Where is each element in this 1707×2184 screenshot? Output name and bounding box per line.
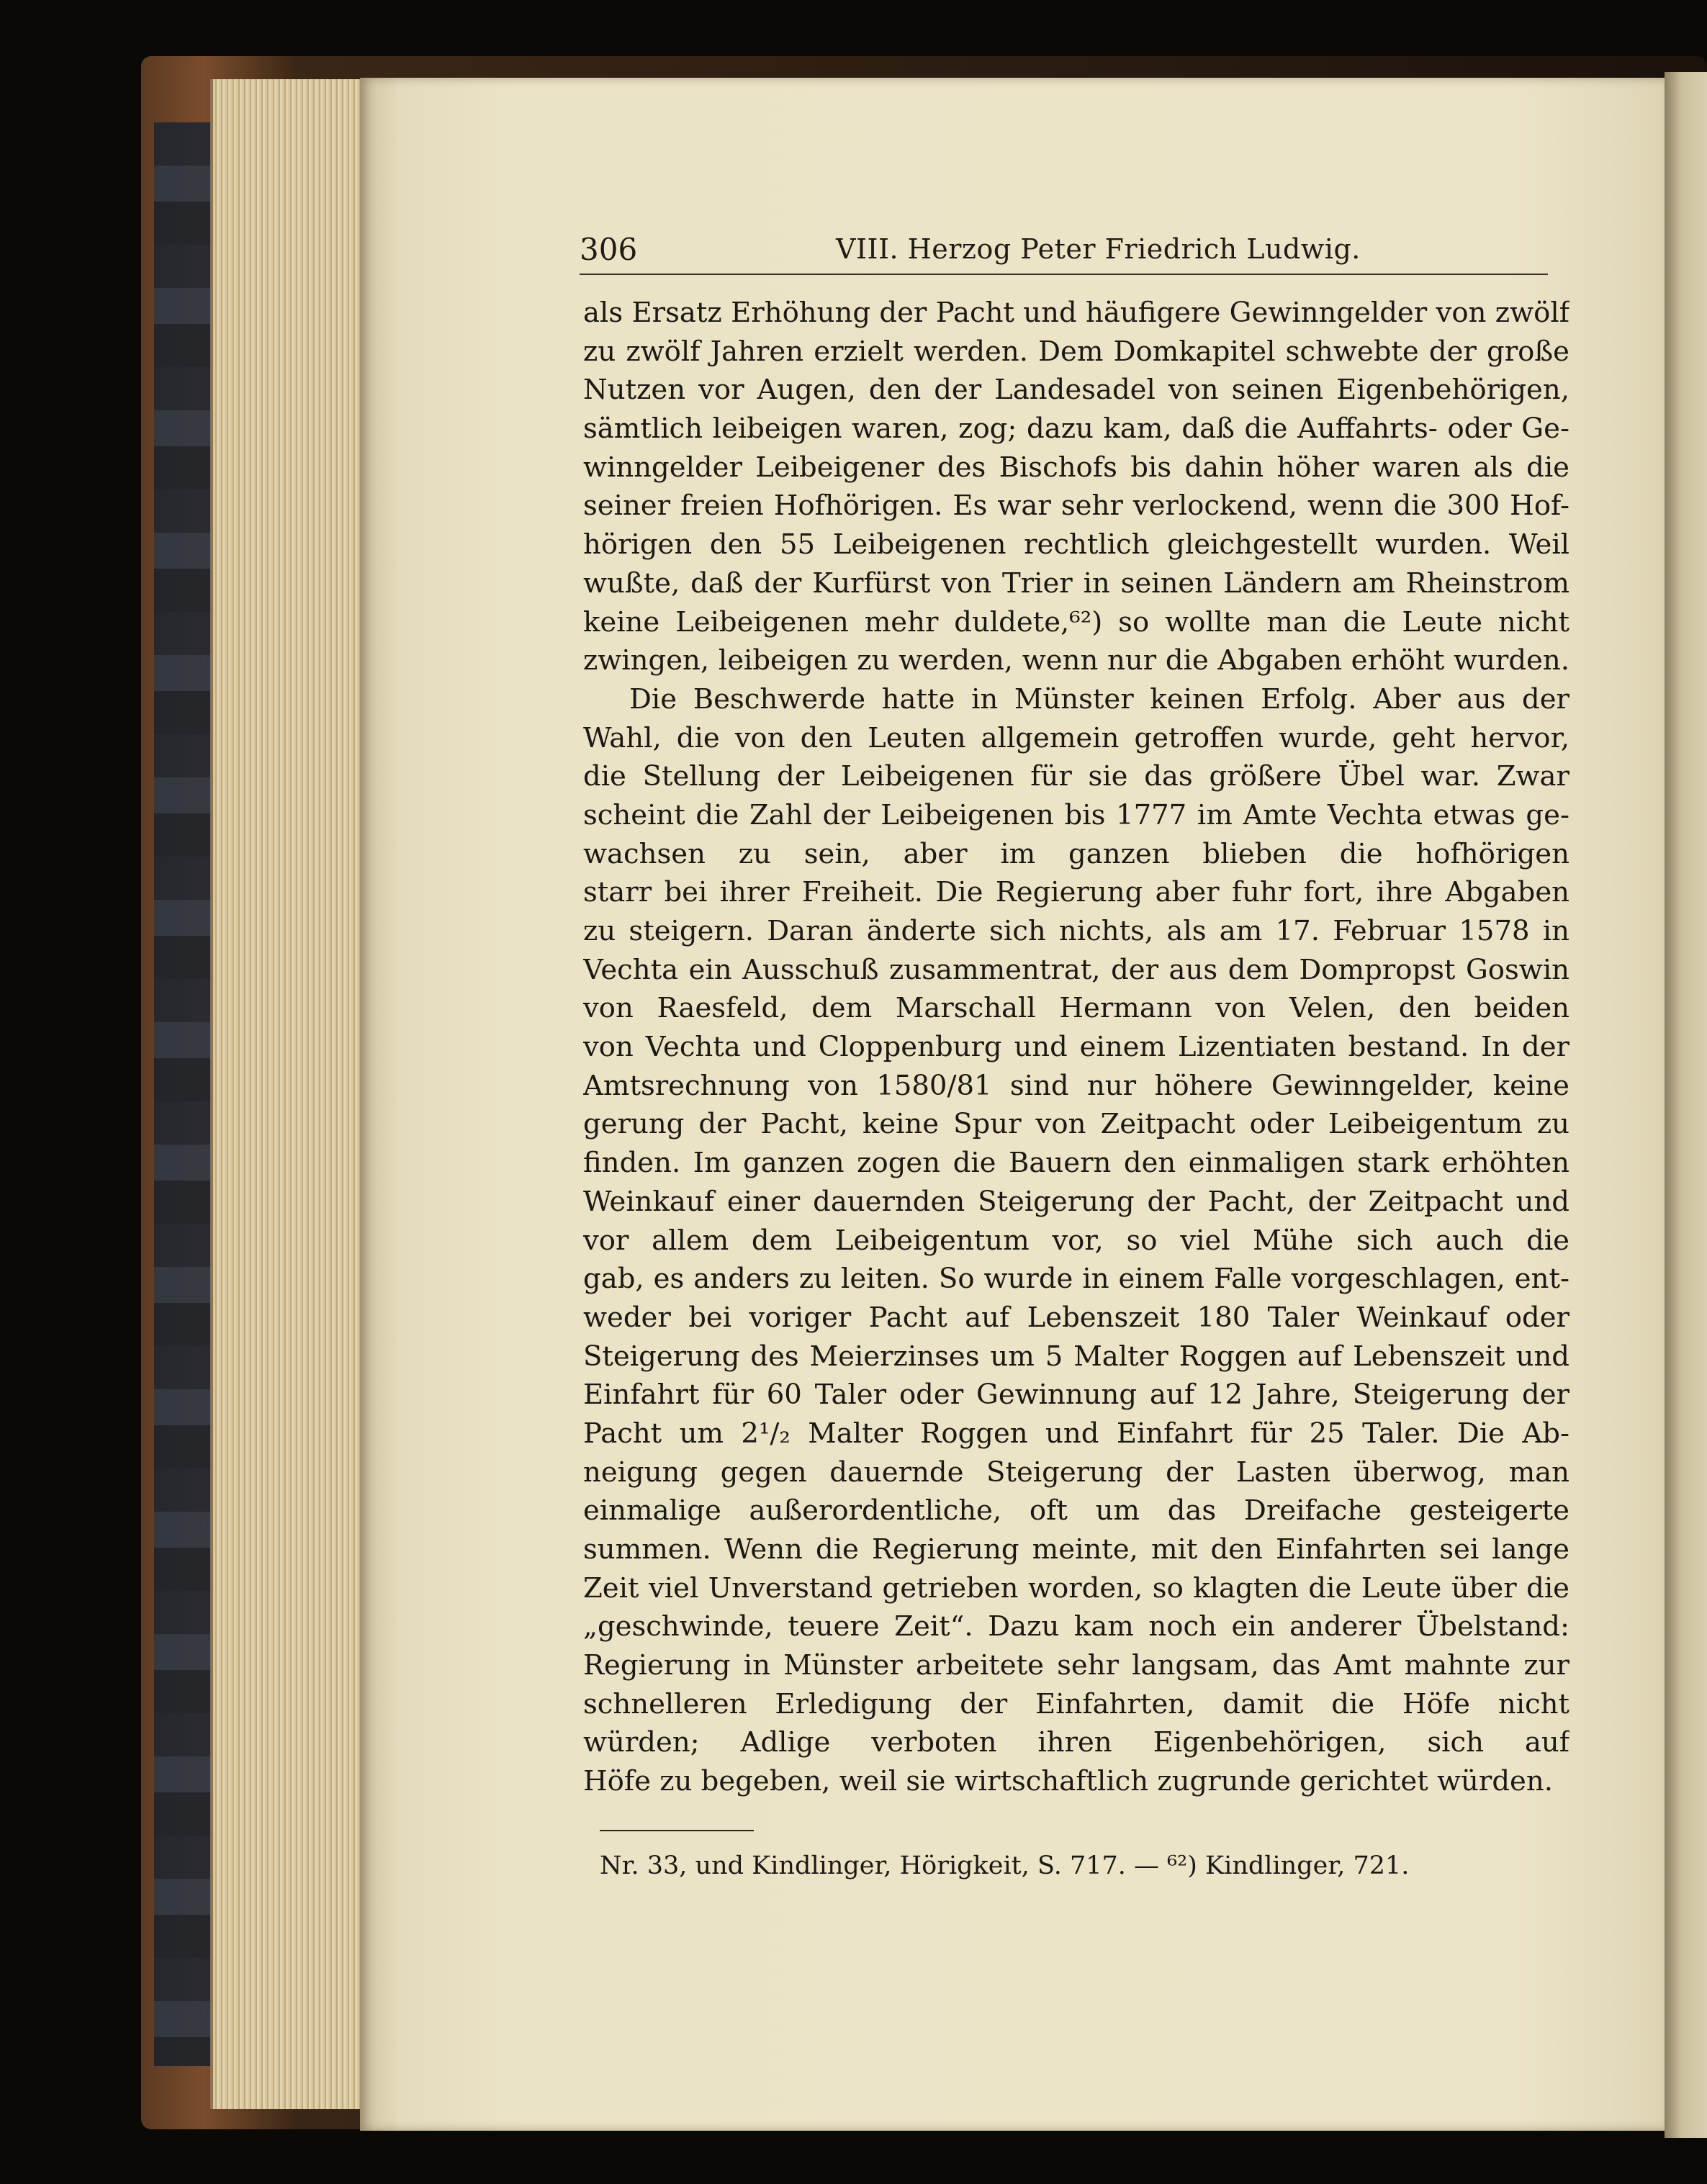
text-line: „geschwinde, teuere Zeit“. Dazu kam noch ein anderer Übelstand: [583,1610,1569,1643]
text-line: hörigen den 55 Leibeigenen rechtlich gleichgestellt wurden. Weil [583,528,1569,561]
text-line: würden; Adlige verboten ihren Eigenbehörigen, sich auf [583,1726,1569,1759]
facing-page-edge [1665,72,1707,2138]
text-line: zu zwölf Jahren erzielt werden. Dem Domkapitel schwebte der große [583,335,1569,368]
book-spine [154,122,212,2066]
text-line: von Vechta und Cloppenburg und einem Lizentiaten bestand. In der [583,1031,1569,1064]
page-number: 306 [580,232,638,267]
footnote: Nr. 33, und Kindlinger, Hörigkeit, S. 717. — ⁶²) Kindlinger, 721. [600,1851,1410,1880]
text-line: Regierung in Münster arbeitete sehr langsam, das Amt mahnte zur [583,1649,1569,1682]
text-line: Weinkauf einer dauernden Steigerung der Pacht, der Zeitpacht und [583,1185,1569,1218]
text-line: Wahl, die von den Leuten allgemein getroffen wurde, geht hervor, [583,721,1569,754]
text-line: weder bei voriger Pacht auf Lebenszeit 180 Taler Weinkauf oder [583,1301,1569,1334]
text-line: Höfe zu begeben, weil sie wirtschaftlich zugrunde gerichtet würden. [583,1765,1553,1798]
text-line: vor allem dem Leibeigentum vor, so viel Mühe sich auch die [583,1224,1569,1257]
text-line: gab, es anders zu leiten. So wurde in einem Falle vorgeschlagen, ent- [583,1263,1569,1296]
text-line: Steigerung des Meierzinses um 5 Malter Roggen auf Lebenszeit und [583,1340,1569,1373]
text-line: starr bei ihrer Freiheit. Die Regierung aber fuhr fort, ihre Abgaben [583,876,1569,909]
text-line: Vechta ein Ausschuß zusammentrat, der aus dem Dompropst Goswin [583,953,1569,986]
text-line: neigung gegen dauernde Steigerung der Lasten überwog, man [583,1456,1569,1489]
text-line: Amtsrechnung von 1580/81 sind nur höhere Gewinngelder, keine [583,1069,1569,1102]
text-line: finden. Im ganzen zogen die Bauern den einmaligen stark erhöhten [583,1147,1569,1180]
text-line: Die Beschwerde hatte in Münster keinen Erfolg. Aber aus der [629,682,1569,716]
text-line: zwingen, leibeigen zu werden, wenn nur die Abgaben erhöht wurden. [583,644,1569,677]
text-line: die Stellung der Leibeigenen für sie das größere Übel war. Zwar [583,760,1569,793]
text-line: Zeit viel Unverstand getrieben worden, so klagten die Leute über die [583,1571,1569,1605]
text-line: winngelder Leibeigener des Bischofs bis dahin höher waren als die [583,451,1569,484]
text-line: wachsen zu sein, aber im ganzen blieben die hofhörigen [583,837,1569,870]
text-line: wußte, daß der Kurfürst von Trier in seinen Ländern am Rheinstrom [583,567,1569,600]
body-text [583,294,1569,1801]
footnote-rule [600,1830,754,1831]
text-line: seiner freien Hofhörigen. Es war sehr verlockend, wenn die 300 Hof- [583,489,1569,523]
text-line: von Raesfeld, dem Marschall Hermann von Velen, den beiden [583,992,1569,1025]
text-line: Einfahrt für 60 Taler oder Gewinnung auf 12 Jahre, Steigerung der [583,1378,1569,1412]
text-line: summen. Wenn die Regierung meinte, mit den Einfahrten sei lange [583,1533,1569,1566]
page-edges [210,79,364,2109]
text-line: Pacht um 2¹/₂ Malter Roggen und Einfahrt für 25 Taler. Die Ab- [583,1417,1569,1450]
text-line: keine Leibeigenen mehr duldete,⁶²) so wollte man die Leute nicht [583,605,1569,638]
running-head: VIII. Herzog Peter Friedrich Ludwig. [836,233,1361,265]
text-line: scheint die Zahl der Leibeigenen bis 1777 im Amte Vechta etwas ge- [583,798,1569,831]
text-line: zu steigern. Daran änderte sich nichts, als am 17. Februar 1578 in [583,915,1569,947]
text-line: einmalige außerordentliche, oft um das Dreifache gesteigerte [583,1494,1569,1528]
page-header [580,223,1548,275]
text-line: schnelleren Erledigung der Einfahrten, damit die Höfe nicht [583,1687,1569,1720]
text-line: Nutzen vor Augen, den der Landesadel von seinen Eigenbehörigen, [583,374,1569,407]
text-line: sämtlich leibeigen waren, zog; dazu kam, daß die Auffahrts- oder Ge- [583,412,1569,446]
text-line: gerung der Pacht, keine Spur von Zeitpacht oder Leibeigentum zu [583,1108,1569,1141]
text-line: als Ersatz Erhöhung der Pacht und häufigere Gewinngelder von zwölf [583,297,1569,329]
